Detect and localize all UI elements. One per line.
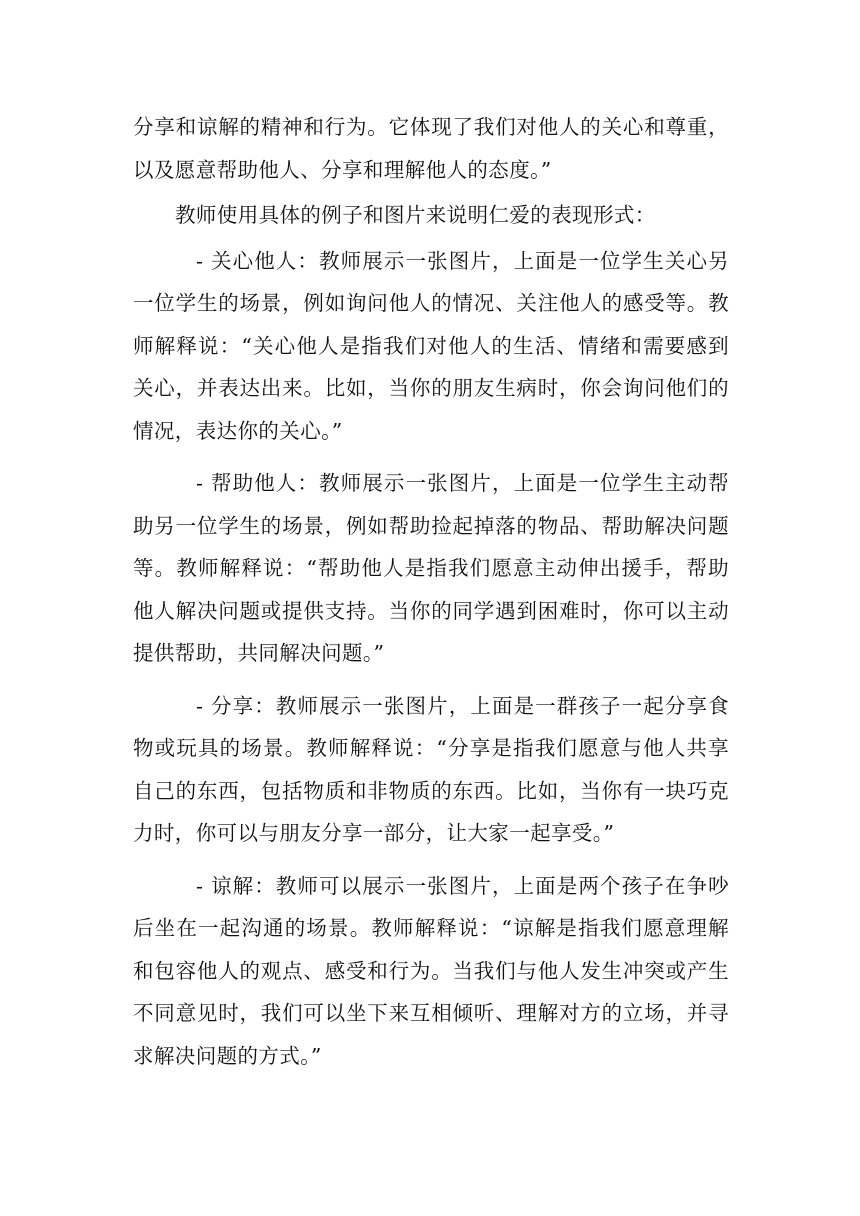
paragraph-continuation: 分享和谅解的精神和行为。它体现了我们对他人的关心和尊重，以及愿意帮助他人、分享和理解他人的态度。” (133, 115, 729, 182)
document-body (133, 106, 729, 1077)
paragraph-intro: 教师使用具体的例子和图片来说明仁爱的表现形式： (175, 203, 656, 227)
paragraph-help-others: - 帮助他人：教师展示一张图片，上面是一位学生主动帮助另一位学生的场景，例如帮助捡起掉落的物品、帮助解决问题等。教师解释说：“帮助他人是指我们愿意主动伸出援手，帮助他人解决问题或提供支持。当你的同学遇到困难时，你可以主动提供帮助，共同解决问题。” (133, 471, 729, 665)
paragraph-understanding: - 谅解：教师可以展示一张图片，上面是两个孩子在争吵后坐在一起沟通的场景。教师解释说：“谅解是指我们愿意理解和包容他人的观点、感受和行为。当我们与他人发生冲突或产生不同意见时，我们可以坐下来互相倾听、理解对方的立场，并寻求解决问题的方式。” (133, 873, 729, 1068)
paragraph-sharing: - 分享：教师展示一张图片，上面是一群孩子一起分享食物或玩具的场景。教师解释说：“分享是指我们愿意与他人共享自己的东西，包括物质和非物质的东西。比如，当你有一块巧克力时，你可以与朋友分享一部分，让大家一起享受。” (133, 693, 729, 845)
paragraph-care-for-others: - 关心他人：教师展示一张图片，上面是一位学生关心另一位学生的场景，例如询问他人的情况、关注他人的感受等。教师解释说：“关心他人是指我们对他人的生活、情绪和需要感到关心，并表达出来。比如，当你的朋友生病时，你会询问他们的情况，表达你的关心。” (133, 248, 729, 443)
